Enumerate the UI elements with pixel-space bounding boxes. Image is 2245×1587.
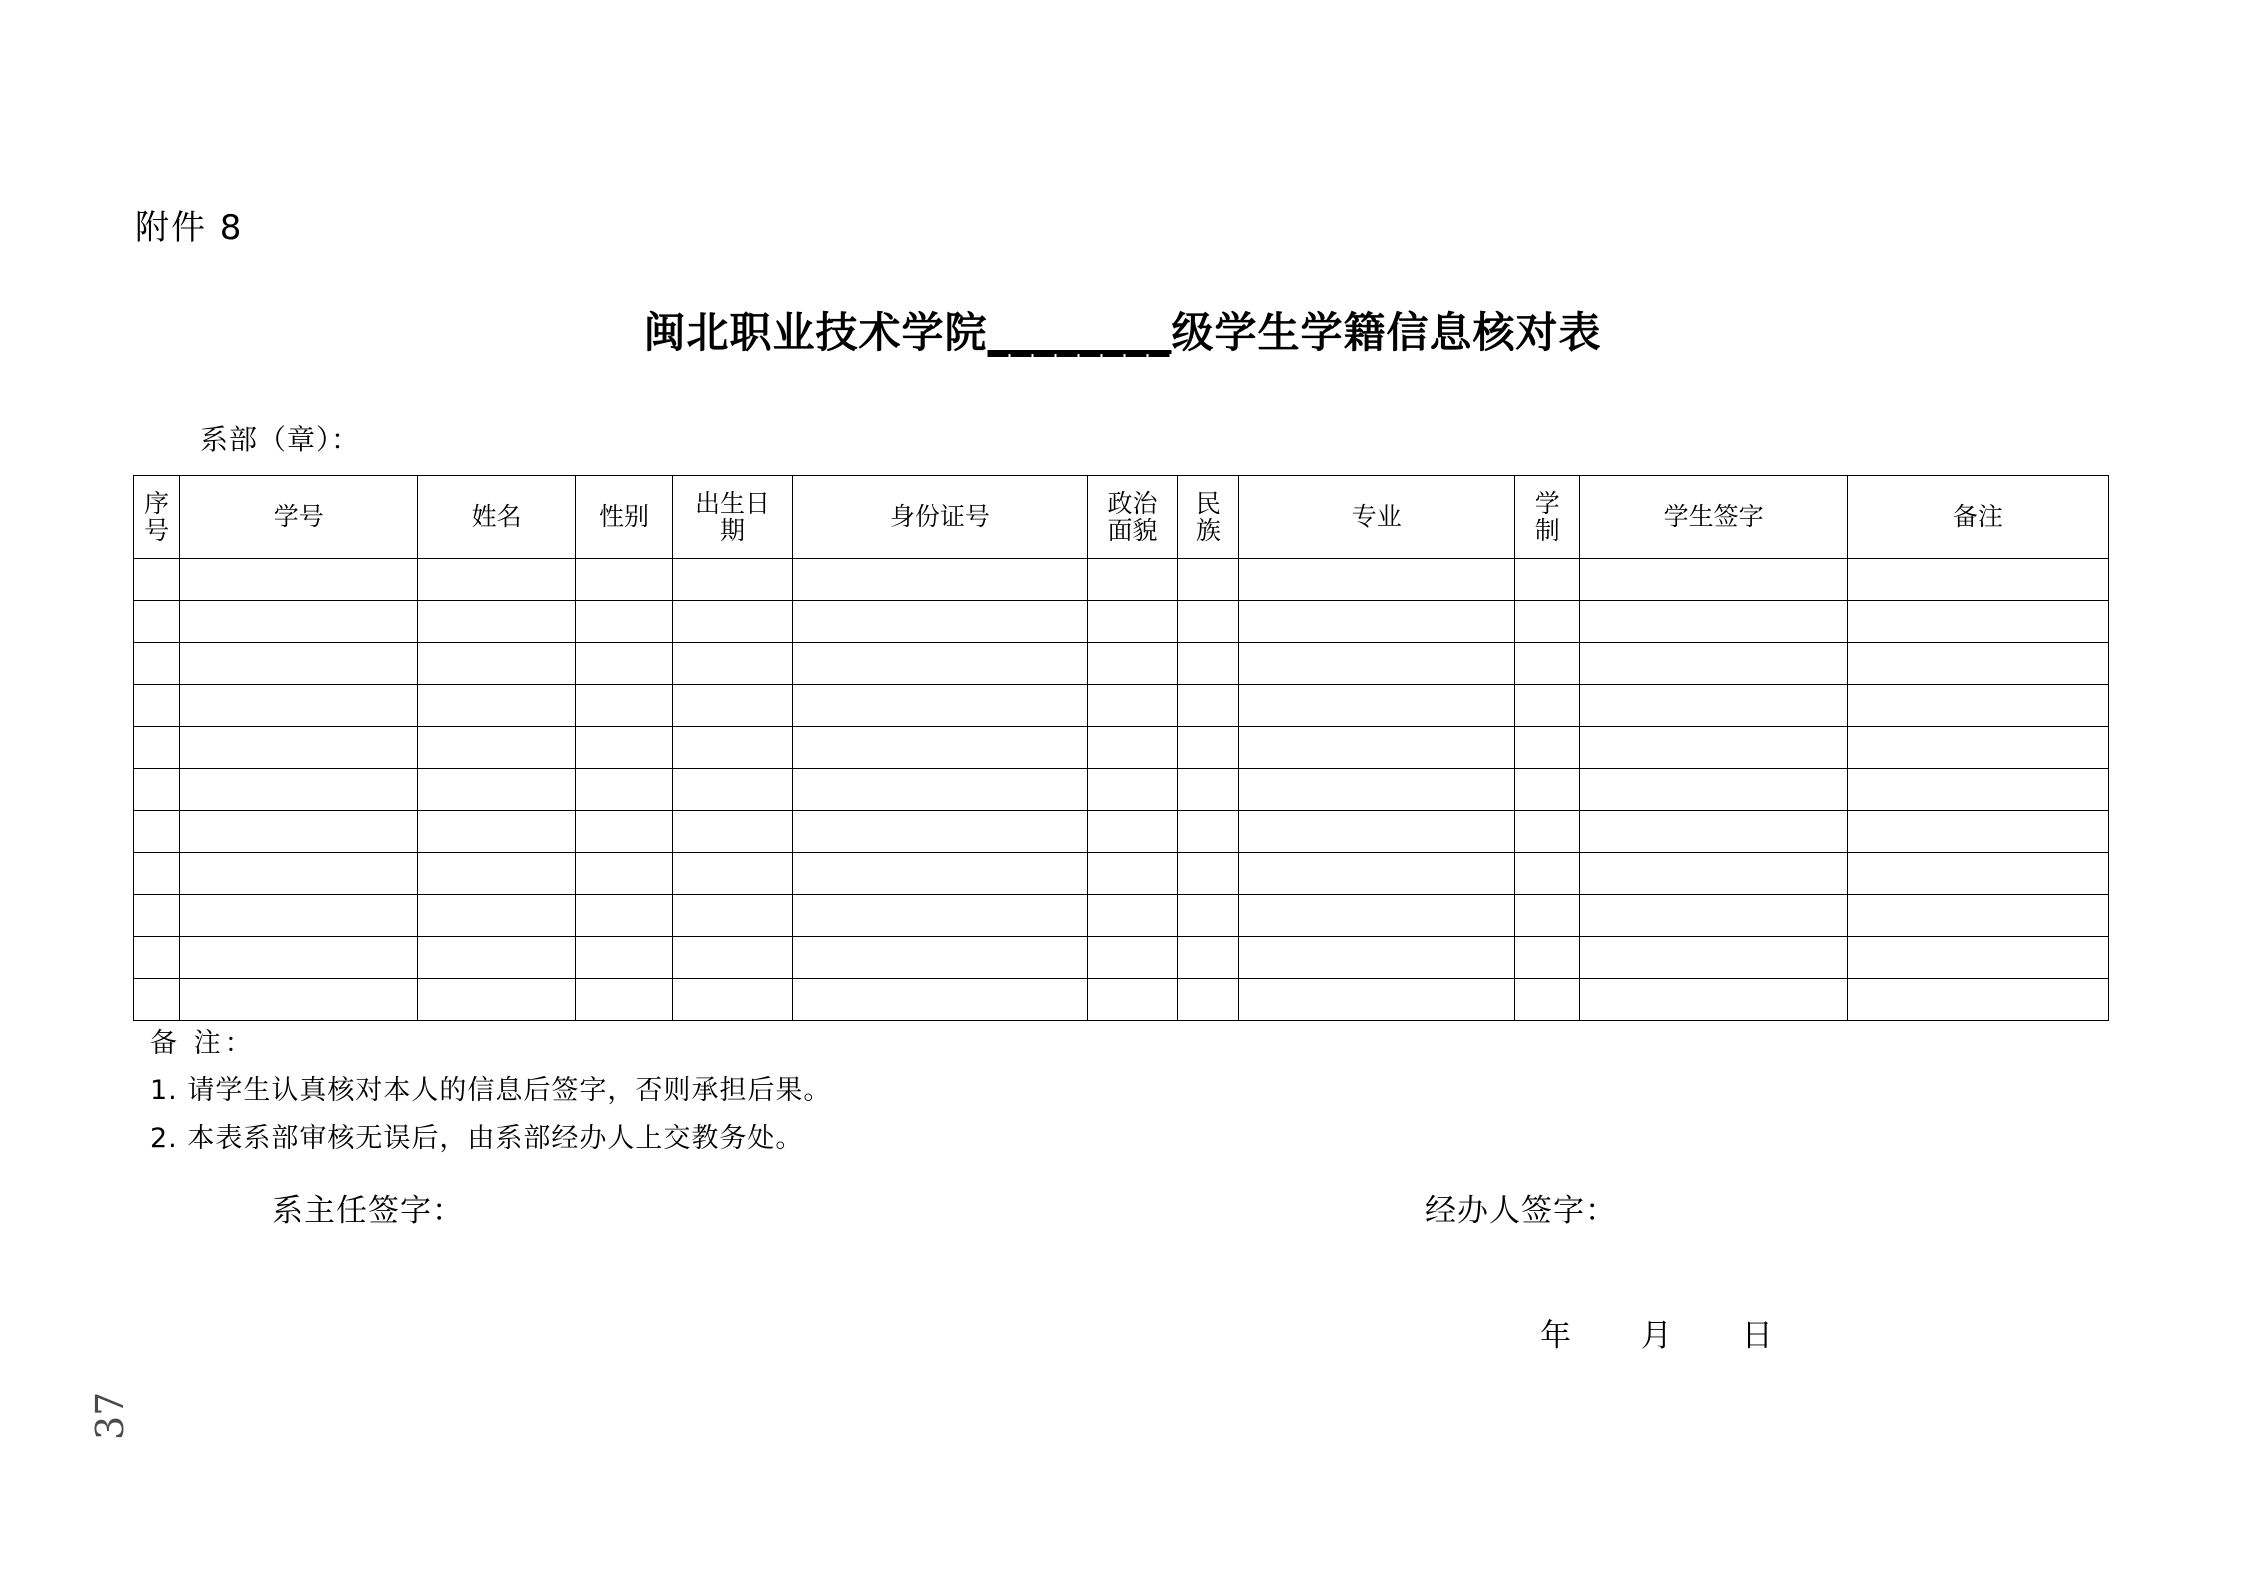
- cell-student-id[interactable]: [180, 601, 418, 643]
- cell-major[interactable]: [1239, 937, 1515, 979]
- cell-program-length[interactable]: [1515, 853, 1580, 895]
- cell-index[interactable]: [134, 643, 180, 685]
- column-header-major: 专业: [1239, 476, 1515, 559]
- department-seal-label: 系部（章）：: [200, 423, 361, 456]
- cell-remarks[interactable]: [1847, 685, 2108, 727]
- table-row: [134, 937, 2109, 979]
- cell-major[interactable]: [1239, 601, 1515, 643]
- cell-ethnicity[interactable]: [1178, 559, 1239, 601]
- date-year-label: 年: [1540, 1318, 1572, 1354]
- cell-index[interactable]: [134, 811, 180, 853]
- table-row: [134, 853, 2109, 895]
- cell-political-status[interactable]: [1087, 895, 1178, 937]
- column-header-student-signature: 学生签字: [1580, 476, 1847, 559]
- dept-head-signature-label: 系主任签字：: [272, 1193, 464, 1229]
- cell-major[interactable]: [1239, 769, 1515, 811]
- cell-major[interactable]: [1239, 853, 1515, 895]
- cell-birthdate[interactable]: [672, 979, 792, 1021]
- cell-ethnicity[interactable]: [1178, 895, 1239, 937]
- cell-political-status[interactable]: [1087, 937, 1178, 979]
- cell-birthdate[interactable]: [672, 937, 792, 979]
- cell-ethnicity[interactable]: [1178, 811, 1239, 853]
- clerk-signature-label: 经办人签字：: [1425, 1193, 1617, 1229]
- table-row: [134, 895, 2109, 937]
- date-day-label: 日: [1741, 1318, 1774, 1354]
- cell-ethnicity[interactable]: [1178, 937, 1239, 979]
- cell-student-signature[interactable]: [1580, 937, 1847, 979]
- student-roster-table: [133, 475, 2109, 1021]
- cell-student-id[interactable]: [180, 769, 418, 811]
- cell-gender[interactable]: [576, 937, 673, 979]
- cell-remarks[interactable]: [1847, 937, 2108, 979]
- cell-major[interactable]: [1239, 979, 1515, 1021]
- column-header-id-number: 身份证号: [793, 476, 1088, 559]
- cell-gender[interactable]: [576, 643, 673, 685]
- notes-section: [150, 1020, 831, 1162]
- cell-name[interactable]: [418, 811, 576, 853]
- cell-remarks[interactable]: [1847, 979, 2108, 1021]
- cell-remarks[interactable]: [1847, 811, 2108, 853]
- cell-name[interactable]: [418, 601, 576, 643]
- cell-name[interactable]: [418, 895, 576, 937]
- cell-political-status[interactable]: [1087, 853, 1178, 895]
- cell-student-signature[interactable]: [1580, 727, 1847, 769]
- table-body: [134, 559, 2109, 1021]
- cell-program-length[interactable]: [1515, 895, 1580, 937]
- cell-index[interactable]: [134, 685, 180, 727]
- table-row: [134, 685, 2109, 727]
- cell-student-id[interactable]: [180, 559, 418, 601]
- cell-index[interactable]: [134, 727, 180, 769]
- cell-major[interactable]: [1239, 895, 1515, 937]
- cell-student-signature[interactable]: [1580, 895, 1847, 937]
- cell-student-signature[interactable]: [1580, 853, 1847, 895]
- cell-gender[interactable]: [576, 685, 673, 727]
- cell-political-status[interactable]: [1087, 559, 1178, 601]
- table-header-row: [134, 476, 2109, 559]
- title-suffix: 级学生学籍信息核对表: [1171, 308, 1602, 357]
- cell-student-signature[interactable]: [1580, 811, 1847, 853]
- cell-program-length[interactable]: [1515, 937, 1580, 979]
- cell-ethnicity[interactable]: [1178, 601, 1239, 643]
- column-header-name: 姓名: [418, 476, 576, 559]
- cell-gender[interactable]: [576, 895, 673, 937]
- attachment-label: 附件 8: [135, 208, 244, 248]
- cell-remarks[interactable]: [1847, 853, 2108, 895]
- cell-id-number[interactable]: [793, 559, 1088, 601]
- cell-name[interactable]: [418, 937, 576, 979]
- cell-name[interactable]: [418, 769, 576, 811]
- cell-birthdate[interactable]: [672, 895, 792, 937]
- column-header-gender: 性别: [576, 476, 673, 559]
- cell-gender[interactable]: [576, 727, 673, 769]
- title-prefix: 闽北职业技术学院: [643, 308, 988, 357]
- cell-birthdate[interactable]: [672, 601, 792, 643]
- cell-student-id[interactable]: [180, 937, 418, 979]
- cell-program-length[interactable]: [1515, 601, 1580, 643]
- cell-student-id[interactable]: [180, 853, 418, 895]
- cell-major[interactable]: [1239, 811, 1515, 853]
- cell-program-length[interactable]: [1515, 727, 1580, 769]
- date-month-label: 月: [1640, 1318, 1673, 1354]
- cell-index[interactable]: [134, 769, 180, 811]
- date-line: [1540, 1310, 1832, 1355]
- cell-ethnicity[interactable]: [1178, 643, 1239, 685]
- cell-program-length[interactable]: [1515, 811, 1580, 853]
- table-row: [134, 979, 2109, 1021]
- column-header-student-id: 学号: [180, 476, 418, 559]
- cell-political-status[interactable]: [1087, 979, 1178, 1021]
- cell-index[interactable]: [134, 895, 180, 937]
- cell-program-length[interactable]: [1515, 643, 1580, 685]
- cell-political-status[interactable]: [1087, 811, 1178, 853]
- note-item-1: 1. 请学生认真核对本人的信息后签字，否则承担后果。: [150, 1075, 832, 1107]
- cell-major[interactable]: [1239, 643, 1515, 685]
- cell-name[interactable]: [418, 559, 576, 601]
- cell-ethnicity[interactable]: [1178, 727, 1239, 769]
- cell-birthdate[interactable]: [672, 685, 792, 727]
- notes-title: 备 注：: [150, 1028, 256, 1059]
- cell-name[interactable]: [418, 979, 576, 1021]
- table-row: [134, 643, 2109, 685]
- cell-remarks[interactable]: [1847, 601, 2108, 643]
- cell-political-status[interactable]: [1087, 601, 1178, 643]
- cell-id-number[interactable]: [793, 937, 1088, 979]
- column-header-political-status: 政治 面貌: [1087, 476, 1178, 559]
- column-header-index: 序 号: [134, 476, 180, 559]
- column-header-birthdate: 出生日 期: [672, 476, 792, 559]
- table-row: [134, 727, 2109, 769]
- cell-id-number[interactable]: [793, 643, 1088, 685]
- cell-remarks[interactable]: [1847, 769, 2108, 811]
- cell-major[interactable]: [1239, 727, 1515, 769]
- column-header-program-length: 学 制: [1515, 476, 1580, 559]
- cell-id-number[interactable]: [793, 601, 1088, 643]
- cell-name[interactable]: [418, 643, 576, 685]
- note-item-2: 2. 本表系部审核无误后，由系部经办人上交教务处。: [150, 1122, 804, 1154]
- cell-ethnicity[interactable]: [1178, 685, 1239, 727]
- table-row: [134, 769, 2109, 811]
- cell-student-id[interactable]: [180, 643, 418, 685]
- cell-birthdate[interactable]: [672, 853, 792, 895]
- cell-student-signature[interactable]: [1580, 559, 1847, 601]
- cell-student-signature[interactable]: [1580, 643, 1847, 685]
- cell-birthdate[interactable]: [672, 643, 792, 685]
- cell-student-id[interactable]: [180, 727, 418, 769]
- cell-id-number[interactable]: [793, 727, 1088, 769]
- cell-student-id[interactable]: [180, 895, 418, 937]
- cell-program-length[interactable]: [1515, 769, 1580, 811]
- cell-birthdate[interactable]: [672, 727, 792, 769]
- cell-id-number[interactable]: [793, 769, 1088, 811]
- cell-name[interactable]: [418, 853, 576, 895]
- column-header-remarks: 备注: [1847, 476, 2108, 559]
- cell-gender[interactable]: [576, 769, 673, 811]
- cell-student-id[interactable]: [180, 811, 418, 853]
- cell-student-signature[interactable]: [1580, 601, 1847, 643]
- cell-gender[interactable]: [576, 979, 673, 1021]
- cell-gender[interactable]: [576, 601, 673, 643]
- cell-remarks[interactable]: [1847, 559, 2108, 601]
- cell-index[interactable]: [134, 853, 180, 895]
- title-blank: ________: [987, 308, 1172, 357]
- cell-gender[interactable]: [576, 853, 673, 895]
- cell-id-number[interactable]: [793, 895, 1088, 937]
- cell-ethnicity[interactable]: [1178, 769, 1239, 811]
- page-number: 37: [88, 1391, 132, 1440]
- cell-remarks[interactable]: [1847, 727, 2108, 769]
- cell-program-length[interactable]: [1515, 685, 1580, 727]
- page-title: [0, 300, 2245, 360]
- cell-program-length[interactable]: [1515, 559, 1580, 601]
- cell-gender[interactable]: [576, 559, 673, 601]
- cell-birthdate[interactable]: [672, 811, 792, 853]
- cell-political-status[interactable]: [1087, 727, 1178, 769]
- cell-index[interactable]: [134, 937, 180, 979]
- cell-student-id[interactable]: [180, 685, 418, 727]
- cell-major[interactable]: [1239, 685, 1515, 727]
- cell-ethnicity[interactable]: [1178, 853, 1239, 895]
- cell-birthdate[interactable]: [672, 559, 792, 601]
- cell-gender[interactable]: [576, 811, 673, 853]
- cell-id-number[interactable]: [793, 811, 1088, 853]
- table-row: [134, 811, 2109, 853]
- cell-index[interactable]: [134, 559, 180, 601]
- table-row: [134, 601, 2109, 643]
- cell-birthdate[interactable]: [672, 769, 792, 811]
- cell-political-status[interactable]: [1087, 643, 1178, 685]
- cell-political-status[interactable]: [1087, 685, 1178, 727]
- cell-index[interactable]: [134, 979, 180, 1021]
- cell-id-number[interactable]: [793, 979, 1088, 1021]
- cell-program-length[interactable]: [1515, 979, 1580, 1021]
- cell-student-id[interactable]: [180, 979, 418, 1021]
- cell-student-signature[interactable]: [1580, 685, 1847, 727]
- cell-remarks[interactable]: [1847, 895, 2108, 937]
- cell-name[interactable]: [418, 685, 576, 727]
- cell-political-status[interactable]: [1087, 769, 1178, 811]
- cell-major[interactable]: [1239, 559, 1515, 601]
- cell-id-number[interactable]: [793, 685, 1088, 727]
- cell-student-signature[interactable]: [1580, 979, 1847, 1021]
- cell-index[interactable]: [134, 601, 180, 643]
- cell-ethnicity[interactable]: [1178, 979, 1239, 1021]
- cell-student-signature[interactable]: [1580, 769, 1847, 811]
- signature-row: [0, 1185, 2245, 1235]
- cell-id-number[interactable]: [793, 853, 1088, 895]
- table-row: [134, 559, 2109, 601]
- cell-remarks[interactable]: [1847, 643, 2108, 685]
- cell-name[interactable]: [418, 727, 576, 769]
- column-header-ethnicity: 民 族: [1178, 476, 1239, 559]
